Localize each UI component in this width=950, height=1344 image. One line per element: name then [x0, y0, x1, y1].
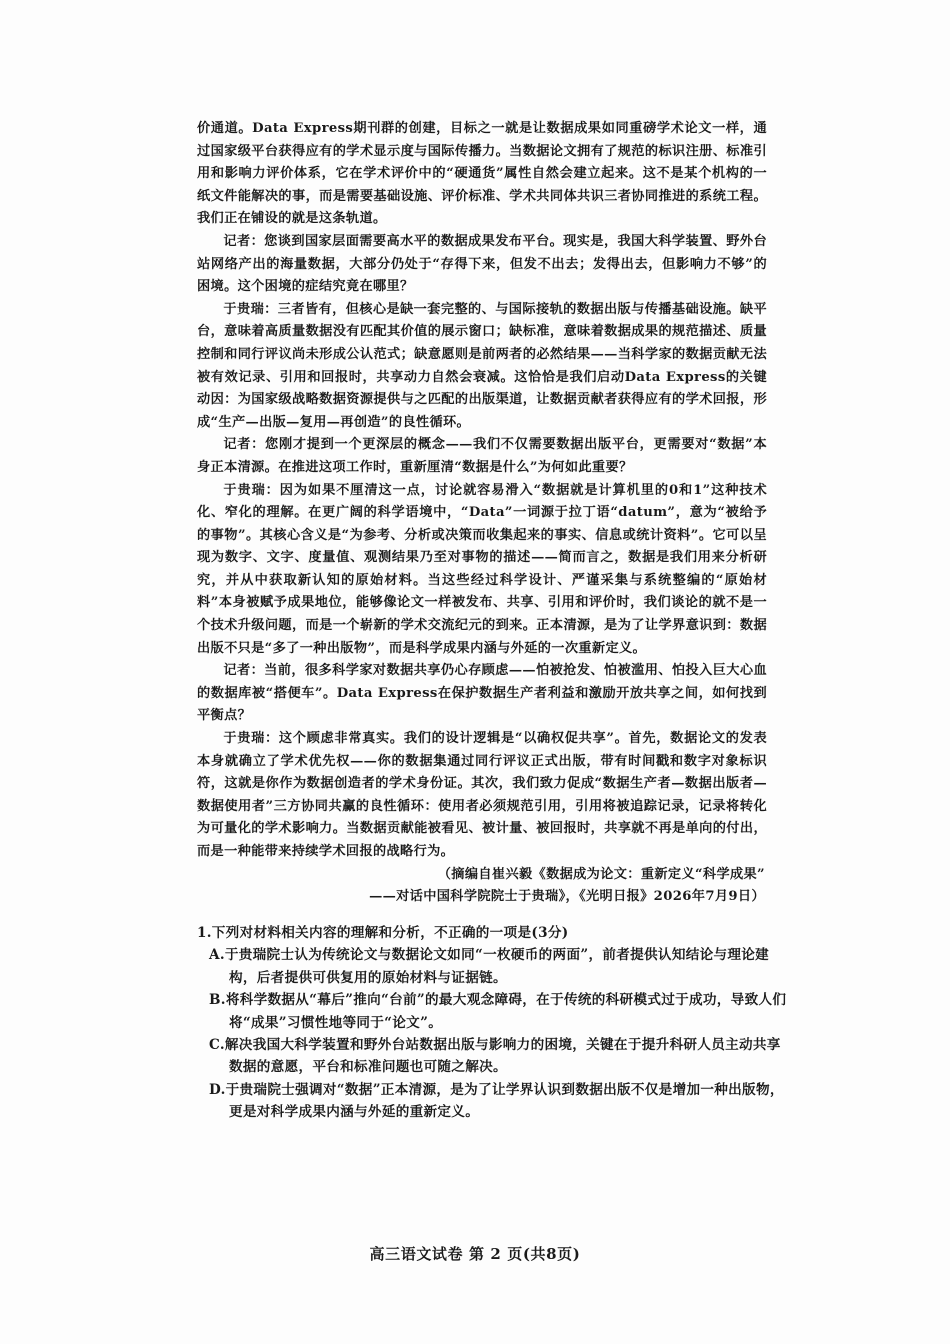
option-d: D.于贵瑞院士强调对“数据”正本清源，是为了让学界认识到数据出版不仅是增加一种出版物，更是对科学成果内涵与外延的重新定义。	[209, 1081, 784, 1121]
option-c: C.解决我国大科学装置和野外台站数据出版与影响力的困境，关键在于提升科研人员主动共享数据的意愿，平台和标准问题也可随之解决。	[209, 1037, 781, 1076]
page-footer: 高三语文试卷 第 2 页(共8页)	[369, 1245, 581, 1263]
option-a: A.于贵瑞院士认为传统论文与数据论文如同“一枚硬币的两面”，前者提供认知结论与理论建构，后者提供可供复用的原始材料与证据链。	[209, 947, 770, 986]
option-b: B.将科学数据从“幕后”推向“台前”的最大观念障碍，在于传统的科研模式过于成功，导致人们将“成果”习惯性地等同于“论文”。	[209, 992, 787, 1031]
passage-paragraph-4: 记者：您刚才提到一个更深层的概念——我们不仅需要数据出版平台，更需要对“数据”本身正本清源。在推进这项工作时，重新厘清“数据是什么”为何如此重要？	[197, 437, 767, 475]
passage-paragraph-7: 于贵瑞：这个顾虑非常真实。我们的设计逻辑是“以确权促共享”。首先，数据论文的发表本身就确立了学术优先权——你的数据集通过同行评议正式出版，带有时间戳和数字对象标识符，这就是你作为数据创造者的学术身份证。其次，我们致力促成“数据生产者—数据出版者—数据使用者”三方协同共赢的良性循环：使用者必须规范引用，引用将被追踪记录，记录将转化为可量化的学术影响力。当数据贡献能被看见、被计量、被回报时，共享就不再是单向的付出，而是一种能带来持续学术回报的战略行为。	[197, 731, 767, 859]
question-stem: 1.下列对材料相关内容的理解和分析，不正确的一项是(3分)	[197, 925, 569, 941]
passage-paragraph-3: 于贵瑞：三者皆有，但核心是缺一套完整的、与国际接轨的数据出版与传播基础设施。缺平台，意味着高质量数据没有匹配其价值的展示窗口；缺标准，意味着数据成果的规范描述、质量控制和同行评议尚未形成公认范式；缺意愿则是前两者的必然结果——当科学家的数据贡献无法被有效记录、引用和回报时，共享动力自然会衰减。这恰恰是我们启动Data Express的关键动因：为国家级战略数据资源提供与之匹配的出版渠道，让数据贡献者获得应有的学术回报，形成“生产—出版—复用—再创造”的良性循环。	[197, 301, 767, 430]
source-citation-line-1: （摘编自崔兴毅《数据成为论文：重新定义“科学成果”	[437, 866, 765, 882]
source-citation-line-2: ——对话中国科学院院士于贵瑞》，《光明日报》2026年7月9日）	[369, 889, 765, 905]
reading-passage	[197, 118, 767, 909]
passage-paragraph-1: 价通道。Data Express期刊群的创建，目标之一就是让数据成果如同重磅学术论文一样，通过国家级平台获得应有的学术显示度与国际传播力。当数据论文拥有了规范的标识注册、标准引用和影响力评价体系，它在学术评价中的“硬通货”属性自然会建立起来。这不是某个机构的一纸文件能解决的事，而是需要基础设施、评价标准、学术共同体共识三者协同推进的系统工程。我们正在铺设的就是这条轨道。	[197, 121, 767, 227]
passage-paragraph-2: 记者：您谈到国家层面需要高水平的数据成果发布平台。现实是，我国大科学装置、野外台站网络产出的海量数据，大部分仍处于“存得下来，但发不出去；发得出去，但影响力不够”的困境。这个困境的症结究竟在哪里？	[197, 233, 767, 295]
passage-paragraph-6: 记者：当前，很多科学家对数据共享仍心存顾虑——怕被抢发、怕被滥用、怕投入巨大心血的数据库被“搭便车”。Data Express在保护数据生产者利益和激励开放共享之间，如何找到平衡点？	[197, 663, 767, 724]
question-section	[197, 922, 787, 1124]
passage-paragraph-5: 于贵瑞：因为如果不厘清这一点，讨论就容易滑入“数据就是计算机里的0和1”这种技术化、窄化的理解。在更广阔的科学语境中，“Data”一词源于拉丁语“datum”，意为“被给予的事物”。其核心含义是“为参考、分析或决策而收集起来的事实、信息或统计资料”。它可以呈现为数字、文字、度量值、观测结果乃至对事物的描述——简而言之，数据是我们用来分析研究，并从中获取新认知的原始材料。当这些经过科学设计、严谨采集与系统整编的“原始材料”本身被赋予成果地位，能够像论文一样被发布、共享、引用和评价时，我们谈论的就不是一个技术升级问题，而是一个崭新的学术交流纪元的到来。正本清源，是为了让学界意识到：数据出版不只是“多了一种出版物”，而是科学成果内涵与外延的一次重新定义。	[197, 482, 767, 656]
